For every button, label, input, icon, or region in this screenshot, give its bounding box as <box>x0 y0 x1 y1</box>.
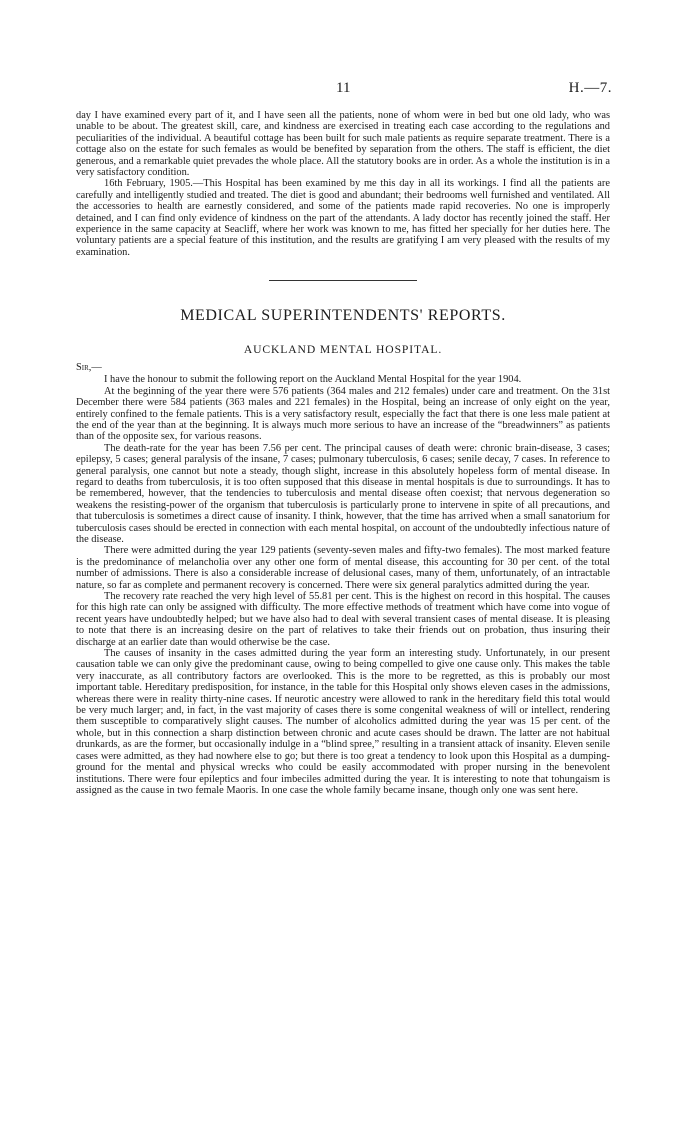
salutation: Sir,— <box>76 362 102 374</box>
report-paragraph: There were admitted during the year 129 patients (seventy-seven males and fifty-two females). The most marked feature is the predominance of melancholia over any other one form of mental disease, this accounting for 30 per cent. of the total number of admissions. There is also a considerable increase of delusional cases, many of them, unfortunately, of an intractable nature, so far as complete and permanent recovery is concerned. There were six general paralytics admitted during the year. <box>76 545 610 591</box>
intro-paragraph: day I have examined every part of it, and I have seen all the patients, none of whom were in bed but one old lady, who was unable to be about. The greatest skill, care, and kindness are exercised in treating each case according to the regulations and peculiarities of the individual. A beautiful cottage has been built for such male patients as require separate treatment. There is a cottage also on the estate for such females as would be benefited by separation from the others. The staff is efficient, the diet generous, and a remarkable quiet prevades the whole place. All the statutory books are in order. As a whole the institution is in a very satisfactory condition. <box>76 110 610 179</box>
report-paragraph: The causes of insanity in the cases admitted during the year form an interesting study. Unfortunately, in our present causation table we can only give the predominant cause, owing to being compelled to give one cause only. This makes the table very inaccurate, as all contributory factors are overlooked. This is the more to be regretted, as this is probably our most important table. Hereditary predisposition, for instance, in the table for this Hospital only shows eleven cases in the admissions, whereas there were in reality thirty-nine cases. If neurotic ancestry were allowed to rank in the hereditary field this total would be very much larger; and, in fact, in the vast majority of cases there is some congenital weakness of will or intellect, rendering them susceptible to comparatively slight causes. The number of alcoholics admitted during the year was 15 per cent. of the whole, but in this connection a sharp distinction between chronic and acute cases should be drawn. The latter are not habitual drunkards, as are the former, but occasionally indulge in a “blind spree,” resulting in a transient attack of insanity. Eleven senile cases were admitted, as they had nowhere else to go; but there is too great a tendency to look upon this Hospital as a dumping-ground for the mental and physical wrecks who could be easily accommodated with proper nursing in the benevolent institutions. There were four epileptics and four imbeciles admitted during the year. It is interesting to note that tohungaism is assigned as the cause in two female Maoris. In one case the whole family became insane, though only one was sent here. <box>76 648 610 796</box>
page-body <box>76 110 610 796</box>
report-paragraph: I have the honour to submit the following report on the Auckland Mental Hospital for the year 1904. <box>104 374 522 386</box>
report-paragraph: At the beginning of the year there were 576 patients (364 males and 212 females) under care and treatment. On the 31st December there were 584 patients (363 males and 221 females) in the Hospital, being an increase of only eight on the year, entirely confined to the female patients. This is a very satisfactory result, especially the fact that there is one less male patient at the end of the year than at the beginning. It is always much more serious to have an increase of the “breadwinners” as patients than of the opposite sex, for various reasons. <box>76 385 610 443</box>
page-reference: H.—7. <box>568 80 612 96</box>
page-header <box>0 80 700 102</box>
section-title: MEDICAL SUPERINTENDENTS' REPORTS. <box>180 307 506 325</box>
inspection-paragraph: 16th February, 1905.—This Hospital has been examined by me this day in all its workings. I find all the patients are carefully and intelligently studied and treated. The diet is good and abundant; their bedrooms well furnished and ventilated. All the accessories to health are earnestly considered, and some of the patients made rapid recoveries. No one is improperly detained, and I can find only evidence of kindness on the part of the attendants. A lady doctor has recently joined the staff. Her experience in the same capacity at Seacliff, where her work was known to me, has fitted her specially for her duties here. The voluntary patients are a special feature of this institution, and the results are gratifying I am very pleased with the results of my examination. <box>76 178 610 258</box>
page-number: 11 <box>336 80 351 96</box>
report-paragraph: The death-rate for the year has been 7.56 per cent. The principal causes of death were: chronic brain-disease, 3 cases; epilepsy, 5 cases; general paralysis of the insane, 7 cases; pulmonary tuberculosis, 6 cases; senile decay, 7 cases. In reference to general paralysis, one cannot but note a steady, though slight, increase in this absolutely hopeless form of mental disease. In regard to deaths from tuberculosis, it is too often supposed that this disease in mental hospitals is due to surroundings. It has to be remembered, however, that the tendencies to tuberculosis and mental disease often coexist; that nervous degeneration so weakens the resisting-power of the organism that tuberculosis is particularly prone to intervene in spite of all precautions, and that tuberculosis is sometimes a direct cause of insanity. I think, however, that the time has arrived when a small sanatorium for tuberculosis cases should be erected in connection with each mental hospital, on account of the undoubtedly infectious nature of the disease. <box>76 442 610 545</box>
hospital-heading: AUCKLAND MENTAL HOSPITAL. <box>243 343 443 357</box>
section-divider <box>269 280 417 281</box>
report-paragraph: The recovery rate reached the very high level of 55.81 per cent. This is the highest on record in this hospital. The causes for this high rate can only be assigned with difficulty. The more effective methods of treatment which have come into vogue of recent years have undoubtedly helped; but we have also had to deal with several transient cases of mental disease. It is pleasing to note that there is an increasing desire on the part of relatives to take their friends out on probation, thus insuring their discharge at an earlier date than would otherwise be the case. <box>76 591 610 648</box>
